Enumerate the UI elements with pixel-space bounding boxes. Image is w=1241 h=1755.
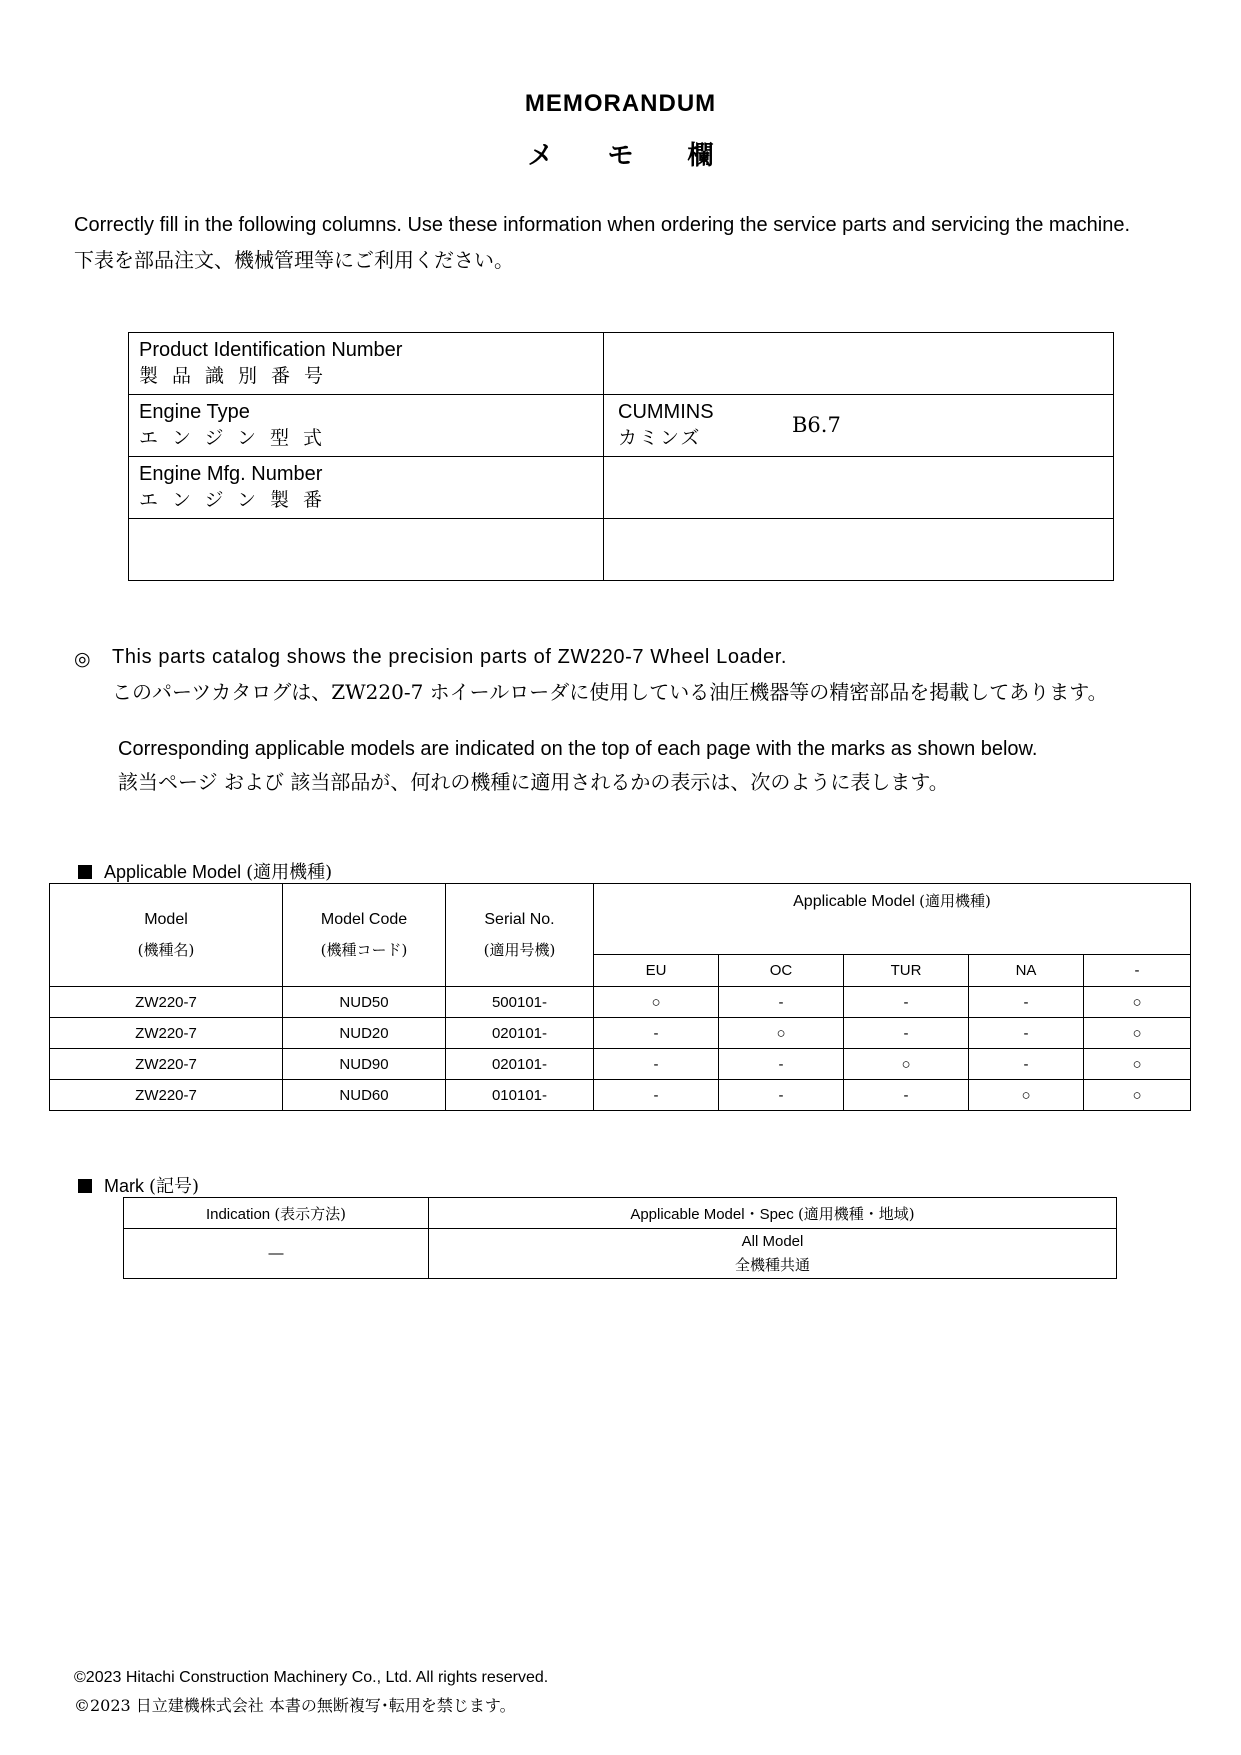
- catalog-note-en: This parts catalog shows the precision parts of ZW220-7 Wheel Loader.: [112, 646, 788, 668]
- mark-cell: -: [969, 987, 1084, 1018]
- serial-cell: 010101-: [446, 1080, 594, 1111]
- info-label-cell: [129, 333, 604, 395]
- page-title-jp: メモ欄: [527, 141, 768, 171]
- mark-cell: -: [969, 1049, 1084, 1080]
- mark-cell: -: [594, 1049, 719, 1080]
- spec-header: [429, 1198, 1117, 1229]
- info-row-engine-mfg: [129, 457, 1114, 519]
- spec-header-jp: (適用機種・地域): [797, 1204, 915, 1223]
- mark-cell: ○: [1084, 1018, 1191, 1049]
- info-row-blank: [129, 519, 1114, 581]
- mark-cell: ○: [1084, 1049, 1191, 1080]
- indication-header-jp: (表示方法): [274, 1204, 347, 1223]
- model-cell: ZW220-7: [50, 1049, 283, 1080]
- applicable-header: [594, 884, 1191, 955]
- serial-header-en: Serial No.: [484, 911, 555, 928]
- serial-cell: 500101-: [446, 987, 594, 1018]
- info-row-product-id: [129, 333, 1114, 395]
- engine-maker-en: CUMMINS: [618, 401, 714, 423]
- region-header: NA: [969, 955, 1084, 987]
- mark-heading-jp: (記号): [149, 1176, 200, 1197]
- indication-header: [124, 1198, 429, 1229]
- applicable-model-heading-jp: (適用機種): [246, 862, 333, 883]
- copyright-jp: ©2023 日立建機株式会社 本書の無断複写･転用を禁じます。: [74, 1696, 516, 1715]
- mark-cell: ○: [969, 1080, 1084, 1111]
- table-row: [50, 1018, 1191, 1049]
- model-code-cell: NUD60: [283, 1080, 446, 1111]
- spec-header-en: Applicable Model・Spec: [630, 1205, 794, 1223]
- model-code-header-jp: (機種コード): [320, 941, 408, 959]
- product-id-value-cell[interactable]: [604, 333, 1114, 395]
- table-row: [50, 1080, 1191, 1111]
- info-label-jp: 製品識別番号: [139, 365, 338, 387]
- catalog-note-jp: このパーツカタログは、ZW220-7 ホイールローダに使用している油圧機器等の精密部品を掲載してあります。: [112, 680, 1108, 704]
- model-header-jp: (機種名): [137, 941, 195, 959]
- spec-desc-jp: 全機種共通: [734, 1255, 810, 1274]
- table-row: [50, 987, 1191, 1018]
- model-code-cell: NUD20: [283, 1018, 446, 1049]
- info-label-en: Product Identification Number: [139, 339, 403, 361]
- region-header: EU: [594, 955, 719, 987]
- engine-type-value: B6.7: [792, 413, 841, 437]
- applicable-header-en: Applicable Model: [793, 893, 915, 910]
- model-code-header: [283, 884, 446, 987]
- spec-cell: [429, 1229, 1117, 1279]
- mark-heading-en: Mark: [104, 1176, 144, 1196]
- model-header: [50, 884, 283, 987]
- note-bullet: ◎: [74, 649, 91, 670]
- info-label-jp: エンジン製番: [139, 489, 337, 511]
- marks-note-en: Corresponding applicable models are indicated on the top of each page with the marks as shown below.: [118, 738, 1038, 760]
- info-label-jp: エンジン型式: [139, 427, 337, 449]
- info-table: [128, 332, 1114, 581]
- info-label-cell: [129, 457, 604, 519]
- mark-cell: -: [594, 1018, 719, 1049]
- mark-cell: -: [719, 1049, 844, 1080]
- page-title: MEMORANDUM: [524, 90, 717, 117]
- mark-cell: ○: [1084, 987, 1191, 1018]
- info-label-en: Engine Type: [139, 401, 250, 423]
- marks-note-jp: 該当ページ および 該当部品が、何れの機種に適用されるかの表示は、次のように表します。: [118, 770, 949, 794]
- info-label-cell: [129, 395, 604, 457]
- mark-cell: -: [719, 1080, 844, 1111]
- serial-header: [446, 884, 594, 987]
- info-row-engine-type: [129, 395, 1114, 457]
- spec-desc-en: All Model: [741, 1232, 804, 1250]
- mark-cell: ○: [1084, 1080, 1191, 1111]
- model-code-cell: NUD90: [283, 1049, 446, 1080]
- applicable-model-heading-en: Applicable Model: [104, 862, 242, 882]
- applicable-model-table: [49, 883, 1191, 1111]
- instructions-en: Correctly fill in the following columns. Use these information when ordering the service parts and servicing the machine.: [74, 214, 1131, 236]
- applicable-header-jp: (適用機種): [919, 892, 991, 910]
- info-label-en: Engine Mfg. Number: [139, 463, 323, 485]
- model-code-cell: NUD50: [283, 987, 446, 1018]
- model-cell: ZW220-7: [50, 1018, 283, 1049]
- model-code-header-en: Model Code: [320, 911, 408, 928]
- mark-heading: [78, 1172, 199, 1198]
- serial-cell: 020101-: [446, 1018, 594, 1049]
- instructions-jp: 下表を部品注文、機械管理等にご利用ください。: [74, 248, 514, 272]
- blank-label-cell[interactable]: [129, 519, 604, 581]
- square-bullet-icon: [78, 1179, 92, 1193]
- mark-cell: -: [844, 987, 969, 1018]
- mark-cell: -: [594, 1080, 719, 1111]
- copyright-en: ©2023 Hitachi Construction Machinery Co., Ltd. All rights reserved.: [74, 1669, 549, 1686]
- blank-value-cell[interactable]: [604, 519, 1114, 581]
- mark-cell: ○: [594, 987, 719, 1018]
- square-bullet-icon: [78, 865, 92, 879]
- model-cell: ZW220-7: [50, 1080, 283, 1111]
- model-header-en: Model: [144, 911, 188, 928]
- mark-cell: ○: [719, 1018, 844, 1049]
- mark-cell: ○: [844, 1049, 969, 1080]
- mark-cell: -: [844, 1080, 969, 1111]
- serial-header-jp: (適用号機): [483, 941, 556, 959]
- model-cell: ZW220-7: [50, 987, 283, 1018]
- mark-cell: -: [844, 1018, 969, 1049]
- region-header: TUR: [844, 955, 969, 987]
- region-header: -: [1084, 955, 1191, 987]
- engine-mfg-value-cell[interactable]: [604, 457, 1114, 519]
- mark-table: [123, 1197, 1117, 1279]
- mark-cell: -: [719, 987, 844, 1018]
- region-header: OC: [719, 955, 844, 987]
- applicable-model-heading: [78, 858, 332, 884]
- indication-header-en: Indication: [205, 1205, 271, 1223]
- mark-cell: -: [969, 1018, 1084, 1049]
- engine-type-value-cell[interactable]: [604, 395, 1114, 457]
- table-row: [50, 1049, 1191, 1080]
- engine-maker-jp: カミンズ: [618, 427, 702, 449]
- serial-cell: 020101-: [446, 1049, 594, 1080]
- indication-cell: —: [124, 1229, 429, 1279]
